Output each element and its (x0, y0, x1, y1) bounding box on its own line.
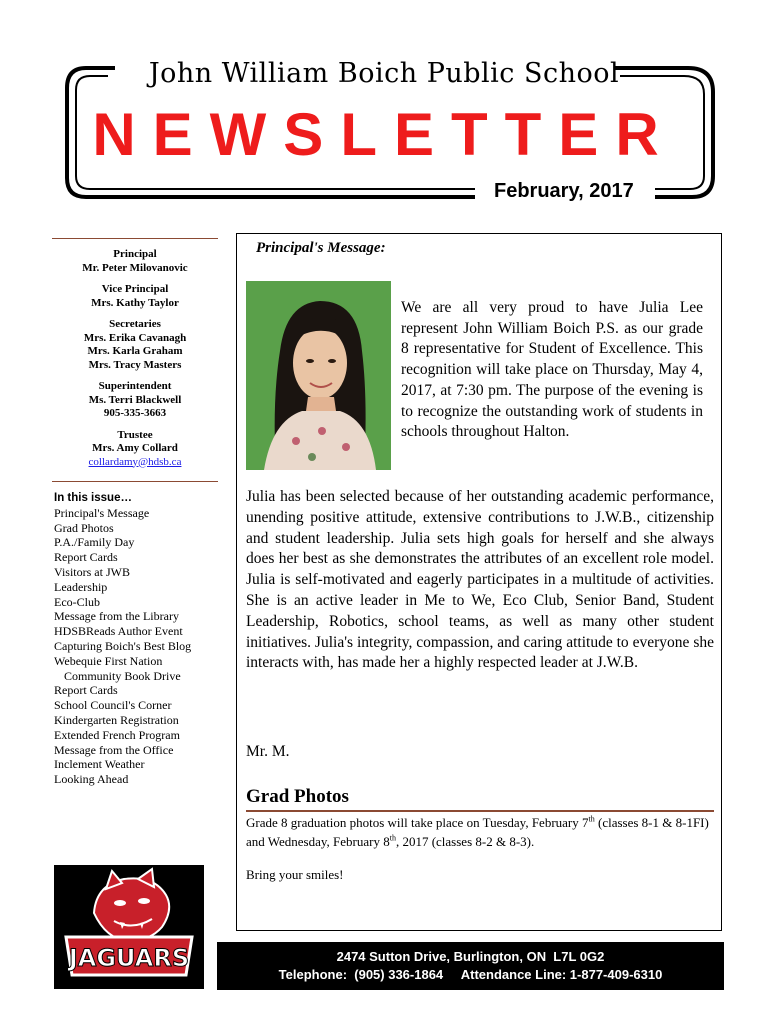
staff-group-principal (52, 248, 218, 275)
toc-item-kindergarten: Kindergarten Registration (54, 712, 179, 727)
table-of-contents (54, 491, 229, 787)
staff-role: Superintendent (98, 380, 172, 392)
toc-item-report-cards: Report Cards (54, 550, 118, 565)
student-photo (246, 281, 391, 470)
grad-photos-text-part: (classes 8-1 & 8-1FI) and Wednesday, February 8 (246, 815, 709, 849)
staff-role: Secretaries (109, 318, 161, 330)
toc-item-french: Extended French Program (54, 727, 180, 742)
toc-heading: In this issue… (54, 492, 132, 504)
student-portrait-image (246, 281, 391, 470)
toc-item-principals-message: Principal's Message (54, 505, 150, 520)
ordinal-suffix: th (588, 814, 595, 824)
sidebar-mid-rule (52, 481, 218, 482)
toc-item-grad-photos: Grad Photos (54, 520, 114, 535)
staff-directory (52, 248, 218, 477)
principals-message-intro: We are all very proud to have Julia Lee represent John William Boich P.S. as our grade 8 representative for Student of Excellence. This recognition will take place on Thursday, May 4, 2017, at 7:30 pm. The purpose of the evening is to recognize the outstanding work of students in schools throughout Halton. (401, 299, 703, 441)
staff-name: Mrs. Erika Cavanagh (83, 331, 187, 344)
grad-photos-closing: Bring your smiles! (246, 867, 344, 882)
staff-name: Mr. Peter Milovanovic (82, 261, 188, 274)
jaguars-logo (54, 865, 204, 989)
toc-item-blog: Capturing Boich's Best Blog (54, 638, 192, 653)
staff-group-vice-principal (52, 283, 218, 310)
toc-item-webequie: Webequie First Nation (54, 653, 163, 668)
staff-role: Vice Principal (101, 283, 169, 295)
toc-item-visitors: Visitors at JWB (54, 564, 130, 579)
toc-item-school-council: School Council's Corner (54, 698, 172, 713)
staff-name: Mrs. Amy Collard (92, 442, 178, 454)
issue-date: February, 2017 (494, 180, 634, 202)
newsletter-title: NEWSLETTER (92, 101, 676, 168)
staff-group-trustee (52, 429, 218, 470)
toc-item-eco-club: Eco-Club (54, 594, 100, 609)
staff-group-secretaries (52, 318, 218, 372)
footer-contact-bar (217, 942, 724, 990)
toc-item-leadership: Leadership (54, 579, 108, 594)
staff-name: Mrs. Kathy Taylor (91, 296, 179, 309)
toc-item-book-drive: Community Book Drive (64, 668, 181, 683)
footer-address: 2474 Sutton Drive, Burlington, ON L7L 0G2 (336, 949, 605, 964)
toc-item-pa-family-day: P.A./Family Day (54, 535, 135, 550)
principals-message-body: Julia has been selected because of her outstanding academic performance, unending positive attitude, extensive contributions to J.W.B., citizenship and student leadership. Julia sets high goals for herself and she always does her best as she demonstrates the attributes of an excellent role model. Julia is self-motivated and eagerly participates in a multitude of activities. She is an active leader in Me to We, Eco Club, Senior Band, Student Leadership, Robotics, school teams, as well as many other student initiatives. Julia's integrity, compassion, and caring attitude to everyone she interacts with, has made her a highly respected leader at J.W.B. (246, 488, 714, 672)
staff-role: Principal (113, 248, 157, 260)
staff-name: Mrs. Karla Graham (87, 345, 183, 357)
grad-photos-rule (246, 810, 714, 812)
grad-photos-text-part: , 2017 (classes 8-2 & 8-3). (395, 834, 535, 849)
school-name: John William Boich Public School (148, 58, 620, 89)
toc-item-weather: Inclement Weather (54, 757, 145, 772)
toc-item-author-event: HDSBReads Author Event (54, 624, 183, 639)
staff-group-superintendent (52, 380, 218, 421)
ordinal-suffix: th (389, 833, 396, 843)
jaguar-head-icon (54, 865, 204, 989)
staff-name: Mrs. Tracy Masters (88, 358, 182, 371)
toc-item-office: Message from the Office (54, 742, 174, 757)
sidebar-top-rule (52, 238, 218, 239)
footer-phones: Telephone: (905) 336-1864 Attendance Line: 1-877-409-6310 (278, 967, 663, 982)
logo-wordmark: JAGUARS (68, 944, 190, 972)
trustee-email-link[interactable]: collardamy@hdsb.ca (88, 455, 182, 468)
staff-phone: 905-335-3663 (103, 407, 167, 419)
grad-photos-heading: Grad Photos (246, 786, 349, 807)
staff-name: Ms. Terri Blackwell (88, 393, 182, 406)
toc-item-library: Message from the Library (54, 609, 179, 624)
toc-item-looking-ahead: Looking Ahead (54, 772, 129, 787)
principals-message-heading: Principal's Message: (256, 240, 386, 256)
principals-signature: Mr. M. (246, 743, 290, 760)
toc-item-report-cards-2: Report Cards (54, 683, 118, 698)
grad-photos-text-part: Grade 8 graduation photos will take place on Tuesday, February 7 (246, 815, 589, 830)
grad-photos-text (246, 813, 716, 851)
staff-role: Trustee (117, 428, 153, 441)
